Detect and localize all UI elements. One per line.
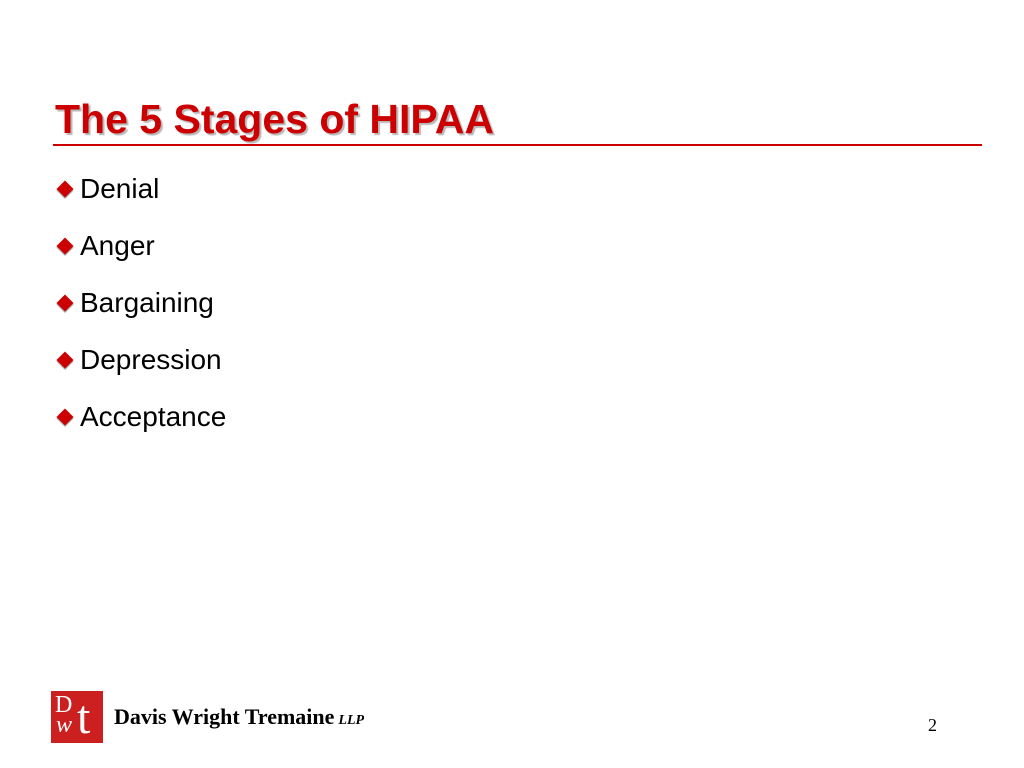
logo-letter-t: t <box>77 691 91 743</box>
firm-name-text: Davis Wright Tremaine <box>114 704 335 729</box>
logo-letter-w: w <box>56 712 73 738</box>
list-item <box>55 331 226 388</box>
bullet-text: Acceptance <box>80 400 227 432</box>
dwt-logo <box>51 691 103 743</box>
page-number: 2 <box>928 715 937 735</box>
list-item <box>55 217 226 274</box>
bullet-text: Anger <box>80 229 155 261</box>
bullet-text: Denial <box>80 172 160 204</box>
bullet-text: Bargaining <box>80 286 214 318</box>
bullet-text: Depression <box>80 343 222 375</box>
firm-suffix: LLP <box>338 713 365 728</box>
list-item <box>55 274 226 331</box>
logo-letter-d: D <box>55 692 73 718</box>
bullet-list <box>55 160 226 445</box>
diamond-bullet-icon <box>57 237 74 254</box>
diamond-bullet-icon <box>57 180 74 197</box>
list-item <box>55 160 226 217</box>
list-item <box>55 388 226 445</box>
diamond-bullet-icon <box>57 351 74 368</box>
slide-title: The 5 Stages of HIPAA <box>55 96 494 142</box>
diamond-bullet-icon <box>57 408 74 425</box>
title-underline <box>53 144 982 146</box>
firm-name <box>114 704 364 730</box>
diamond-bullet-icon <box>57 294 74 311</box>
